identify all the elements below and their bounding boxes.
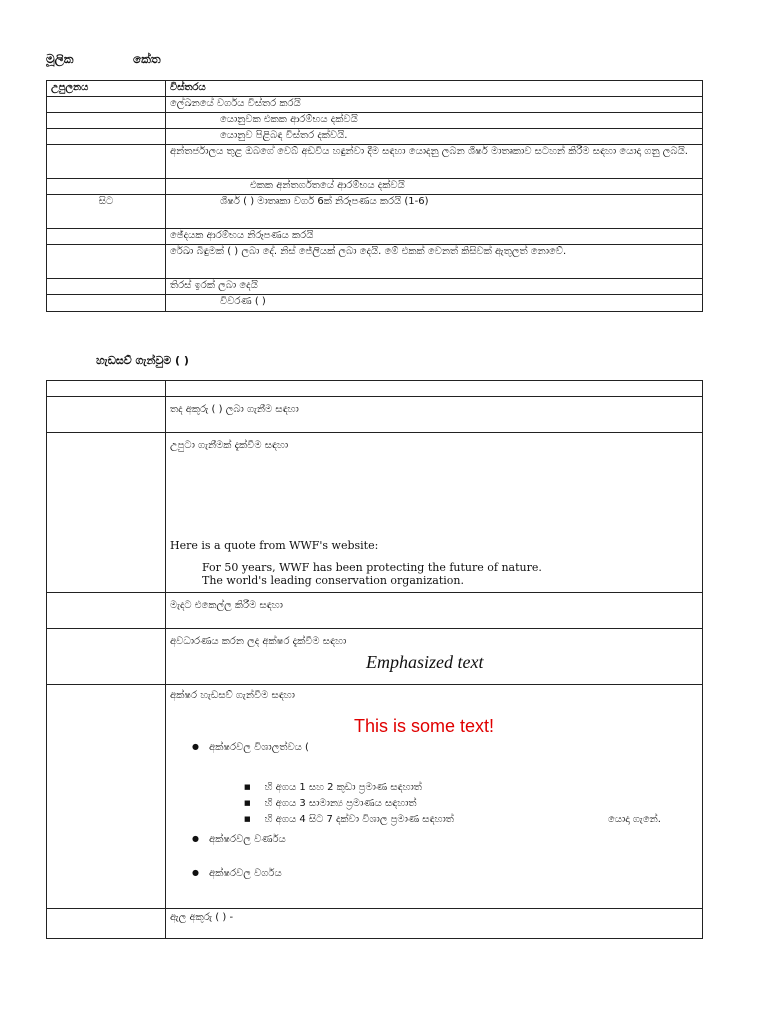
font-row [166, 685, 703, 909]
table-row-right: යොනුවක එකක ආරම්භය දක්වයි [166, 113, 703, 129]
list-item-color: ● අක්ෂරවල වර්ණය [192, 833, 698, 847]
formatting-table [46, 380, 703, 939]
table-row-right: ලේඛනයේ වර්ගය විස්තර කරයි [166, 97, 703, 113]
section2-title: හැඩසව් ගැන්වුම ( ) [96, 354, 189, 367]
quote-label: උපුටා ගැනීමක් දැක්වීම සඳහා [170, 440, 289, 451]
table-row-left [47, 129, 166, 145]
table-row-left [47, 97, 166, 113]
table-row-left [47, 229, 166, 245]
font-label: අක්ෂර හැඩසව් ගැන්වීම සඳහා [170, 690, 295, 701]
table-row-right: ඡේදයක ආරම්භය නිරූපණය කරයි [166, 229, 703, 245]
table-row-right: රේඛා බිඳුමක් ( ) ලබා දේ. නිස් ජේලියක් ලබා දෙයි. මේ එකක් වෙනත් කිසිවක් ඇතුලත් නොවේ. [166, 245, 703, 279]
table-row-left [47, 279, 166, 295]
table-row-left [47, 113, 166, 129]
list-item-size: ● අක්ෂරවල විශාලත්වය ( [192, 741, 698, 755]
red-text: This is some text! [354, 716, 495, 736]
table-row-left [47, 179, 166, 195]
italic-row: මැදට එකෙල්ල කිරීම සඳහා [166, 593, 703, 629]
table-row-right: එකක අන්තර්ගතයේ ආරම්භය දක්වයි [166, 179, 703, 195]
quote-intro: Here is a quote from WWF's website: [170, 539, 379, 552]
table-row-left: සිට [47, 195, 166, 229]
emphasis-label: අවධාරණය කරන ලද අක්ෂර දැක්වීම සඳහා [170, 636, 347, 647]
size-suffix: යොදා ගැනේ. [608, 814, 661, 825]
quote-row [166, 433, 703, 593]
last-row: ඇල අකුරු ( ) - [166, 909, 703, 939]
table-row-right: අන්තර්ජාලය තුළ ඔබගේ වෙබ් අඩවිය හඳුන්වා දීම සඳහා යොදනු ලබන ශීර්ෂ මාතෘකාව සටහන් කිරීම සඳහා යොදා ගනු ලබයි. [166, 145, 703, 179]
table-row-left [47, 295, 166, 312]
table-row-right: ශීර්ෂ ( ) මාතෘකා වර්ග 6ක් නිරූපණය කරයි (1-6) [166, 195, 703, 229]
list-item-face: ● අක්ෂරවල වර්ගය [192, 867, 698, 881]
emphasized-text: Emphasized text [366, 652, 484, 672]
header-description: විස්තරය [166, 81, 703, 97]
bold-row: තද අකුරු ( ) ලබා ගැනීම සඳහා [166, 397, 703, 433]
table-row-right: විවරණ ( ) [166, 295, 703, 312]
quote-text: For 50 years, WWF has been protecting the future of nature. The world's leading conservation organization. [202, 561, 542, 587]
table-row-left [47, 245, 166, 279]
table-row-right: යොනුව පිළිබඳ විස්තර දක්වයි. [166, 129, 703, 145]
list-subitem: ■ හි අගය 3 සාමාන්‍ය ප්‍රමාණය සඳහාත් [244, 797, 698, 811]
section1-title-right: කේත [133, 52, 161, 66]
table-row-right: තිරස් ඉරක් ලබා දෙයි [166, 279, 703, 295]
list-subitem: ■ හි අගය 1 සහ 2 කුඩා ප්‍රමාණ සඳහාත් [244, 781, 698, 795]
tags-table [46, 80, 703, 312]
emphasis-row [166, 629, 703, 685]
list-subitem: ■ හි අගය 4 සිට 7 දක්වා විශාල ප්‍රමාණ සඳහාත් [244, 814, 454, 825]
header-usage: උපුලනය [47, 81, 166, 97]
table-row-left [47, 145, 166, 179]
section1-title-left: මූලික [46, 52, 74, 66]
